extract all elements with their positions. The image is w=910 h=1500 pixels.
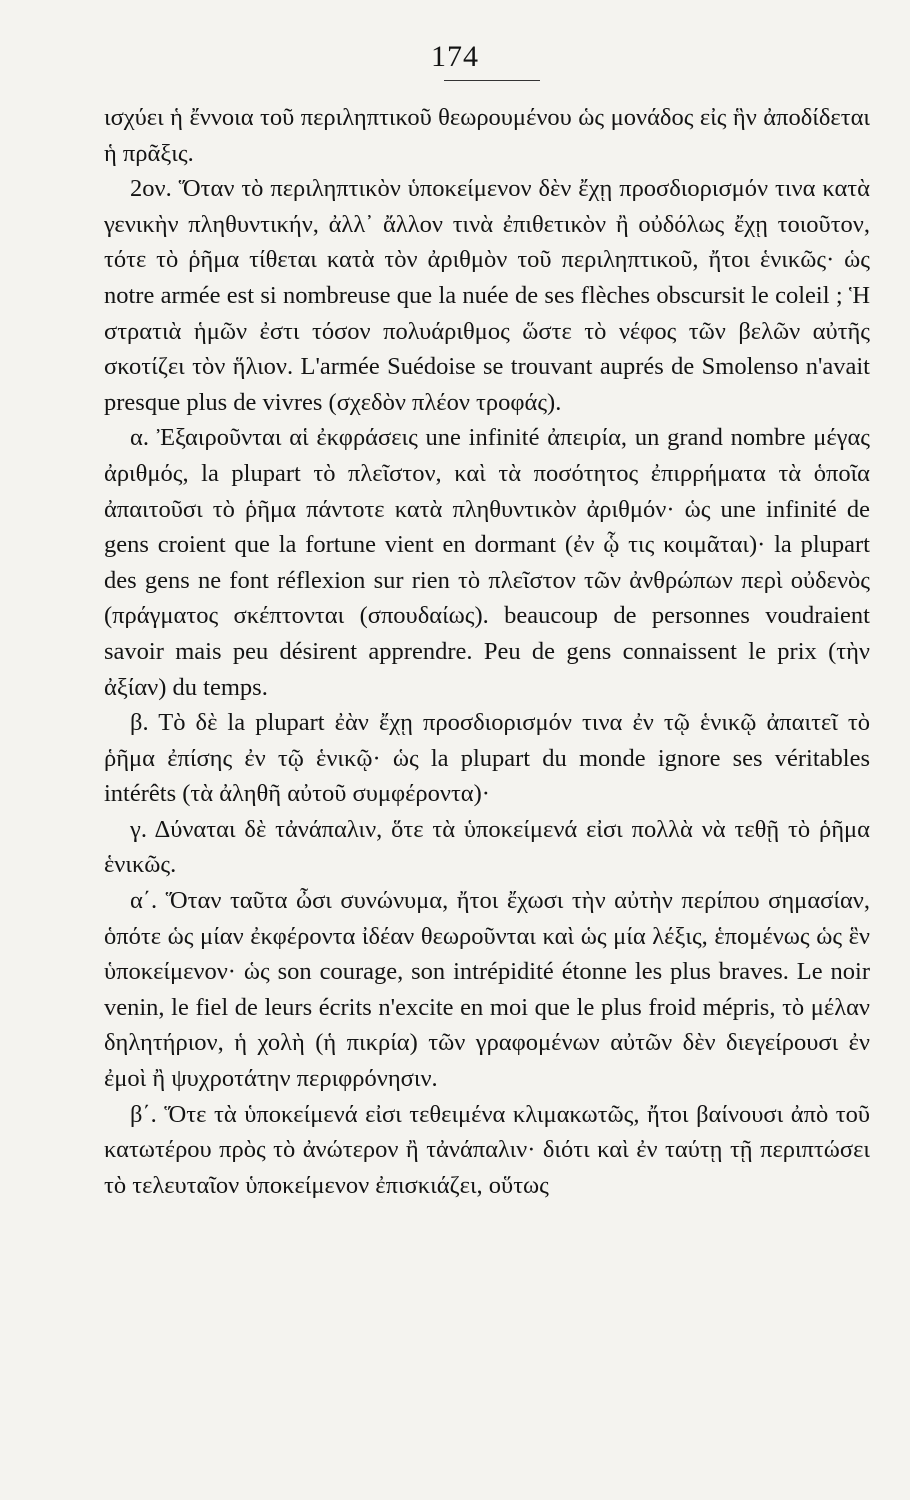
paragraph-alpha-prime: α΄. Ὅταν ταῦτα ὦσι συνώνυμα, ἤτοι ἔχωσι τὴν αὐτὴν περίπου σημασίαν, ὁπότε ὡς μίαν ἐκφέροντα ἰδέαν θεωροῦνται καὶ ὡς μία λέξις, ἑπομένως ὡς ἓν ὑποκείμενον· ὡς son courage, son intrépidité étonne les plus braves. Le noir venin, le fiel de leurs écrits n'excite en moi que le plus froid mépris, τὸ μέλαν δηλητήριον, ἡ χολὴ (ἡ πικρία) τῶν γραφομένων αὐτῶν δὲν διεγείρουσι ἐν ἐμοὶ ἢ ψυχροτάτην περιφρόνησιν.: [104, 887, 870, 1093]
page-number: 174: [431, 40, 479, 73]
body-text: [104, 100, 870, 1203]
paragraph-continuation: ισχύει ἡ ἔννοια τοῦ περιληπτικοῦ θεωρουμένου ὡς μονάδος εἰς ἣν ἀποδίδεται ἡ πρᾶξις.: [104, 104, 870, 167]
paragraph-beta-prime: β΄. Ὅτε τὰ ὑποκείμενά εἰσι τεθειμένα κλιμακωτῶς, ἤτοι βαίνουσι ἀπὸ τοῦ κατωτέρου πρὸς τὸ ἀνώτερον ἢ τἀνάπαλιν· διότι καὶ ἐν ταύτῃ τῇ περιπτώσει τὸ τελευταῖον ὑποκείμενον ἐπισκιάζει, οὕτως: [104, 1100, 870, 1199]
paragraph-2on: 2ον. Ὅταν τὸ περιληπτικὸν ὑποκείμενον δὲν ἔχῃ προσδιορισμόν τινα κατὰ γενικὴν πληθυντικήν, ἀλλ᾽ ἄλλον τινὰ ἐπιθετικὸν ἢ οὐδόλως ἔχῃ τοιοῦτον, τότε τὸ ῥῆμα τίθεται κατὰ τὸν ἀριθμὸν τοῦ περιληπτικοῦ, ἤτοι ἑνικῶς· ὡς notre armée est si nombreuse que la nuée de ses flèches obscursit le coleil ; Ἡ στρατιὰ ἡμῶν ἐστι τόσον πολυάριθμος ὥστε τὸ νέφος τῶν βελῶν αὐτῆς σκοτίζει τὸν ἥλιον. L'armée Suédoise se trouvant auprés de Smolenso n'avait presque plus de vivres (σχεδὸν πλέον τροφάς).: [104, 175, 870, 416]
paragraph-alpha: α. Ἐξαιροῦνται αἱ ἐκφράσεις une infinité ἀπειρία, un grand nombre μέγας ἀριθμός, la plupart τὸ πλεῖστον, καὶ τὰ ποσότητος ἐπιρρήματα τὰ ὁποῖα ἀπαιτοῦσι τὸ ῥῆμα πάντοτε κατὰ πληθυντικὸν ἀριθμόν· ὡς une infinité de gens croient que la fortune vient en dormant (ἐν ᾧ τις κοιμᾶται)· la plupart des gens ne font réflexion sur rien τὸ πλεῖστον τῶν ἀνθρώπων περὶ οὐδενὸς (πράγματος σκέπτονται (σπουδαίως). beaucoup de personnes voudraient savoir mais peu désirent apprendre. Peu de gens connaissent le prix (τὴν ἀξίαν) du temps.: [104, 424, 870, 701]
paragraph-gamma: γ. Δύναται δὲ τἀνάπαλιν, ὅτε τὰ ὑποκείμενά εἰσι πολλὰ νὰ τεθῇ τὸ ῥῆμα ἑνικῶς.: [104, 815, 870, 879]
header-rule: [444, 80, 540, 81]
paragraph-beta: β. Τὸ δὲ la plupart ἐὰν ἔχῃ προσδιορισμόν τινα ἐν τῷ ἑνικῷ ἀπαιτεῖ τὸ ῥῆμα ἐπίσης ἐν τῷ ἑνικῷ· ὡς la plupart du monde ignore ses véritables intérêts (τὰ ἀληθῆ αὐτοῦ συμφέροντα)·: [104, 709, 870, 808]
